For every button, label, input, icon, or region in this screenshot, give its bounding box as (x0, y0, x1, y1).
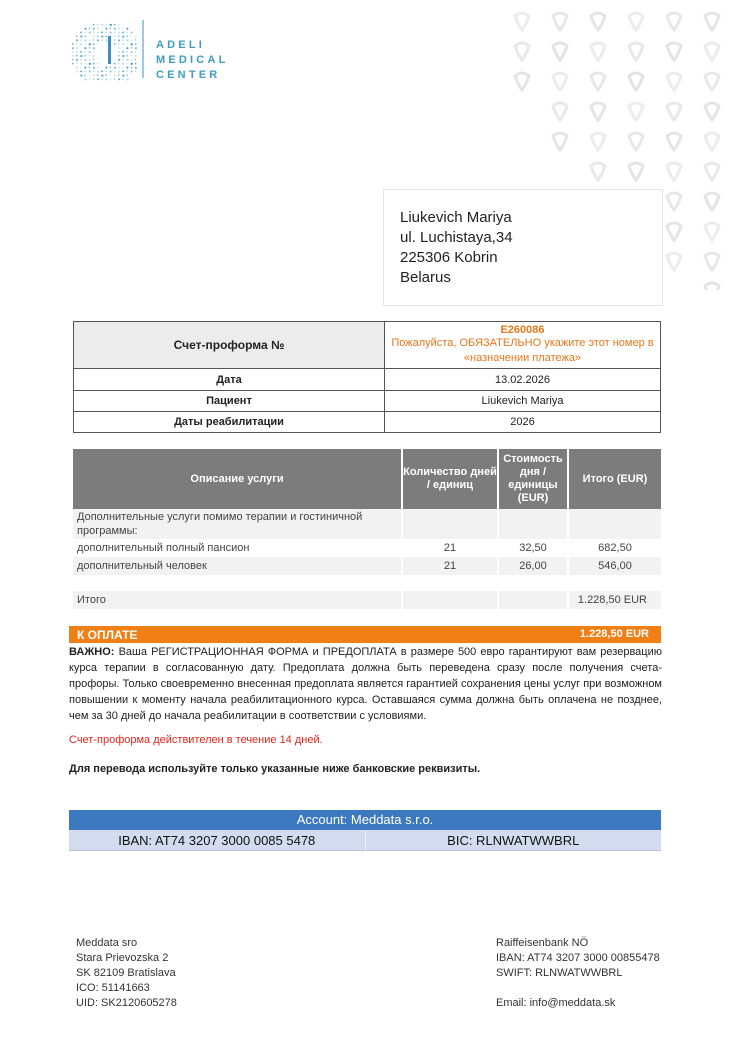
services-intro-row (73, 509, 661, 539)
footer-ico: ICO: 51141663 (76, 982, 150, 994)
header-unit-price: Стоимость дня / единицы (EUR) (498, 449, 568, 509)
address-country: Belarus (400, 269, 451, 286)
row-unit-price: 32,50 (498, 539, 568, 557)
row-quantity: 21 (402, 557, 498, 575)
amount-due-bar (69, 626, 661, 643)
account-bic: BIC: RLNWATWWBRL (447, 833, 580, 848)
important-label: ВАЖНО: (69, 646, 115, 658)
invoice-number: E260086 (500, 324, 545, 336)
account-iban: IBAN: AT74 3207 3000 0085 5478 (69, 830, 366, 850)
row-description: дополнительный полный пансион (73, 539, 402, 557)
footer-bank-swift: SWIFT: RLNWATWWBRL (496, 967, 623, 979)
row-unit-price: 26,00 (498, 557, 568, 575)
footer-street: Stara Prievozska 2 (76, 952, 169, 964)
account-title: Account: Meddata s.r.o. (69, 810, 661, 830)
patient-value: Liukevich Mariya (385, 391, 661, 412)
logo-text (156, 38, 229, 83)
row-total: 682,50 (598, 542, 632, 554)
invoice-number-note: Пожалуйста, ОБЯЗАТЕЛЬНО укажите этот номер в «назначении платежа» (391, 337, 654, 364)
footer-uid: UID: SK2120605278 (76, 997, 177, 1009)
logo-line-2: MEDICAL (156, 54, 229, 66)
footer-bank-iban: IBAN: AT74 3207 3000 00855478 (496, 952, 660, 964)
invoice-number-cell (385, 322, 661, 369)
subtotal-row (73, 591, 661, 609)
header-total: Итого (EUR) (568, 449, 661, 509)
header-quantity: Количество дней / единиц (402, 449, 498, 509)
rehab-dates-row (74, 412, 661, 433)
rehab-dates-label: Даты реабилитации (74, 412, 385, 433)
logo-line-3: CENTER (156, 69, 221, 81)
adeli-logo-icon (68, 16, 140, 82)
invoice-number-row (74, 322, 661, 369)
subtotal-value: 1.228,50 EUR (568, 591, 661, 609)
bank-account-box (69, 810, 661, 851)
footer-city: SK 82109 Bratislava (76, 967, 176, 979)
logo-line-1: ADELI (156, 39, 205, 51)
row-description: дополнительный человек (73, 557, 402, 575)
amount-due-value: 1.228,50 EUR (579, 628, 649, 640)
footer-bank-name: Raiffeisenbank NÖ (496, 937, 589, 949)
services-table (73, 449, 661, 609)
patient-row (74, 391, 661, 412)
important-note (69, 644, 662, 724)
amount-due-label: К ОПЛАТЕ (77, 628, 138, 642)
footer-bank-details (496, 936, 660, 1011)
bank-details-note: Для перевода используйте только указанные ниже банковские реквизиты. (69, 763, 481, 775)
logo-divider (142, 20, 144, 78)
footer-company-name: Meddata sro (76, 937, 138, 949)
invoice-info-table (73, 321, 661, 433)
header-description: Описание услуги (73, 449, 402, 509)
account-details-row (69, 830, 661, 851)
invoice-number-label: Счет-проформа № (74, 322, 385, 369)
table-row (73, 539, 661, 557)
subtotal-label: Итого (73, 591, 402, 609)
row-total: 546,00 (568, 557, 661, 575)
footer-email[interactable]: Email: info@meddata.sk (496, 997, 616, 1009)
services-intro: Дополнительные услуги помимо терапии и гостиничной программы: (73, 509, 402, 539)
rehab-dates-value: 2026 (385, 412, 661, 433)
company-logo (68, 16, 258, 82)
patient-label: Пациент (74, 391, 385, 412)
services-header-row (73, 449, 661, 509)
address-city: 225306 Kobrin (400, 249, 498, 266)
address-name: Liukevich Mariya (400, 209, 512, 226)
recipient-address (383, 189, 663, 306)
validity-note: Счет-проформа действителен в течение 14 дней. (69, 734, 323, 746)
row-quantity: 21 (402, 539, 498, 557)
invoice-date-row (74, 369, 661, 391)
date-label: Дата (74, 369, 385, 391)
footer-company-details (76, 936, 177, 1011)
table-row (73, 557, 661, 575)
important-text: Ваша РЕГИСТРАЦИОННАЯ ФОРМА и ПРЕДОПЛАТА в размере 500 евро гарантируют вам резервацию курса терапии в согласованную дату. Предоплата должна быть переведена сразу после получения счета-профоры. Только своевременно внесенная предоплата является гарантией сохранения цены услуг при возможном повышении к моменту начала реабилитационного курса. Оставшаяся сумма должна быть оплачена не позднее, чем за 30 дней до начала реабилитации в соответствии с условиями. (69, 646, 662, 722)
date-value: 13.02.2026 (385, 369, 661, 391)
address-street: ul. Luchistaya,34 (400, 229, 513, 246)
